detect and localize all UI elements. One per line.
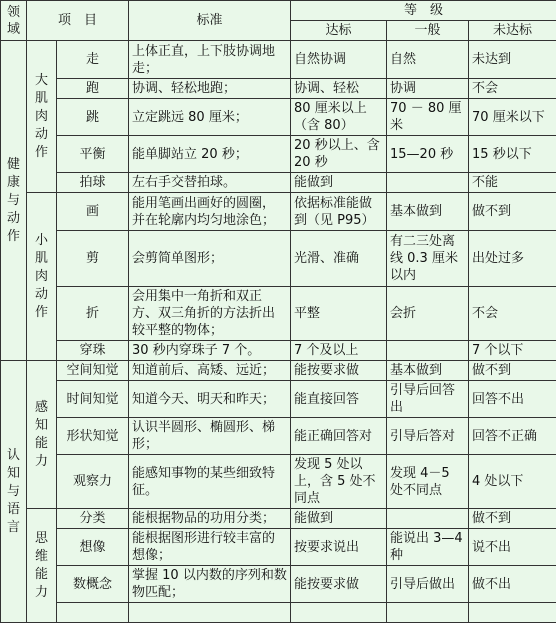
normal-cell: 协调 [387, 79, 469, 99]
item-cell: 画 [57, 193, 129, 231]
item-cell: 穿珠 [57, 341, 129, 361]
item-cell: 观察力 [57, 455, 129, 509]
standard-cell [129, 603, 291, 623]
fail-cell: 不能 [469, 173, 556, 193]
normal-cell: 15—20 秒 [387, 136, 469, 173]
group-thinking-cell [27, 509, 57, 623]
group-perception-label: 感知能力 [34, 399, 48, 469]
standard-cell: 左右手交替拍球。 [129, 173, 291, 193]
fail-cell [469, 603, 556, 623]
fail-cell: 说不出 [469, 529, 556, 566]
item-cell: 空间知觉 [57, 361, 129, 381]
fail-cell: 做不出 [469, 566, 556, 603]
header-normal: 一般 [387, 21, 469, 41]
pass-cell: 能按要求做 [291, 361, 387, 381]
normal-cell: 能说出 3—4 种 [387, 529, 469, 566]
pass-cell: 7 个及以上 [291, 341, 387, 361]
standard-cell: 协调、轻松地跑； [129, 79, 291, 99]
normal-cell: 有二三处离线 0.3 厘米以内 [387, 231, 469, 287]
standard-cell: 知道今天、明天和昨天； [129, 381, 291, 418]
header-item: 项 目 [27, 1, 129, 41]
standard-cell: 能根据物品的功用分类； [129, 509, 291, 529]
fail-cell: 做不到 [469, 361, 556, 381]
pass-cell: 能按要求做 [291, 566, 387, 603]
fail-cell: 回答不出 [469, 381, 556, 418]
item-cell: 跑 [57, 79, 129, 99]
standard-cell: 掌握 10 以内数的序列和数物匹配； [129, 566, 291, 603]
normal-cell [387, 341, 469, 361]
pass-cell: 按要求说出 [291, 529, 387, 566]
item-cell: 平衡 [57, 136, 129, 173]
item-cell: 拍球 [57, 173, 129, 193]
pass-cell: 能正确回答对 [291, 418, 387, 455]
item-cell: 形状知觉 [57, 418, 129, 455]
fail-cell: 4 处以下 [469, 455, 556, 509]
fail-cell: 7 个以下 [469, 341, 556, 361]
normal-cell: 基本做到 [387, 361, 469, 381]
fail-cell: 不会 [469, 287, 556, 341]
header-grade: 等 级 [291, 1, 556, 21]
fail-cell: 做不到 [469, 509, 556, 529]
normal-cell [387, 173, 469, 193]
fail-cell: 做不到 [469, 193, 556, 231]
domain-health-label: 健康与动作 [6, 156, 20, 244]
item-cell: 分类 [57, 509, 129, 529]
pass-cell: 20 秒以上、含 20 秒 [291, 136, 387, 173]
fail-cell: 出处过多 [469, 231, 556, 287]
normal-cell: 引导后回答出 [387, 381, 469, 418]
pass-cell: 自然协调 [291, 41, 387, 79]
normal-cell: 发现 4－5 处不同点 [387, 455, 469, 509]
normal-cell: 70 － 80 厘米 [387, 99, 469, 136]
standard-cell: 会剪简单图形； [129, 231, 291, 287]
group-gross-motor-cell [27, 41, 57, 193]
normal-cell: 基本做到 [387, 193, 469, 231]
normal-cell: 会折 [387, 287, 469, 341]
item-cell: 想像 [57, 529, 129, 566]
fail-cell: 不会 [469, 79, 556, 99]
header-fail: 未达标 [469, 21, 556, 41]
standard-cell: 能单脚站立 20 秒； [129, 136, 291, 173]
normal-cell: 引导后做出 [387, 566, 469, 603]
fail-cell: 未达到 [469, 41, 556, 79]
standard-cell: 能根据图形进行较丰富的想像； [129, 529, 291, 566]
item-cell: 时间知觉 [57, 381, 129, 418]
pass-cell: 依据标准能做到（见 P95） [291, 193, 387, 231]
domain-cognition-label: 认知与语言 [6, 447, 20, 535]
item-cell: 走 [57, 41, 129, 79]
normal-cell: 自然 [387, 41, 469, 79]
pass-cell: 光滑、准确 [291, 231, 387, 287]
standard-cell: 立定跳远 80 厘米； [129, 99, 291, 136]
fail-cell: 70 厘米以下 [469, 99, 556, 136]
standard-cell: 30 秒内穿珠子 7 个。 [129, 341, 291, 361]
fail-cell: 15 秒以下 [469, 136, 556, 173]
group-thinking-label: 思维能力 [34, 530, 48, 600]
header-domain: 领域 [1, 1, 27, 41]
domain-cognition-cell [1, 361, 27, 623]
standard-cell: 认识半圆形、椭圆形、梯形； [129, 418, 291, 455]
pass-cell: 能做到 [291, 509, 387, 529]
item-cell: 折 [57, 287, 129, 341]
item-cell: 跳 [57, 99, 129, 136]
group-perception-cell [27, 361, 57, 509]
pass-cell: 能做到 [291, 173, 387, 193]
standard-cell: 能用笔画出画好的圆圈，并在轮廓内均匀地涂色； [129, 193, 291, 231]
item-cell: 数概念 [57, 566, 129, 603]
pass-cell [291, 603, 387, 623]
fail-cell: 回答不正确 [469, 418, 556, 455]
header-pass: 达标 [291, 21, 387, 41]
domain-health-cell [1, 41, 27, 361]
pass-cell: 发现 5 处以上，含 5 处不同点 [291, 455, 387, 509]
standard-cell: 知道前后、高矮、远近； [129, 361, 291, 381]
item-cell [57, 603, 129, 623]
group-fine-motor-cell [27, 193, 57, 361]
item-cell: 剪 [57, 231, 129, 287]
standard-cell: 会用集中一角折和双正方、双三角折的方法折出较平整的物体； [129, 287, 291, 341]
header-standard: 标准 [129, 1, 291, 41]
standard-cell: 上体正直，上下肢协调地走； [129, 41, 291, 79]
normal-cell: 引导后答对 [387, 418, 469, 455]
pass-cell: 能直接回答 [291, 381, 387, 418]
group-gross-motor-label: 大肌肉动作 [34, 72, 48, 160]
standard-cell: 能感知事物的某些细致特征。 [129, 455, 291, 509]
pass-cell: 平整 [291, 287, 387, 341]
pass-cell: 80 厘米以上（含 80） [291, 99, 387, 136]
normal-cell [387, 509, 469, 529]
group-fine-motor-label: 小肌肉动作 [34, 232, 48, 320]
pass-cell: 协调、轻松 [291, 79, 387, 99]
normal-cell [387, 603, 469, 623]
